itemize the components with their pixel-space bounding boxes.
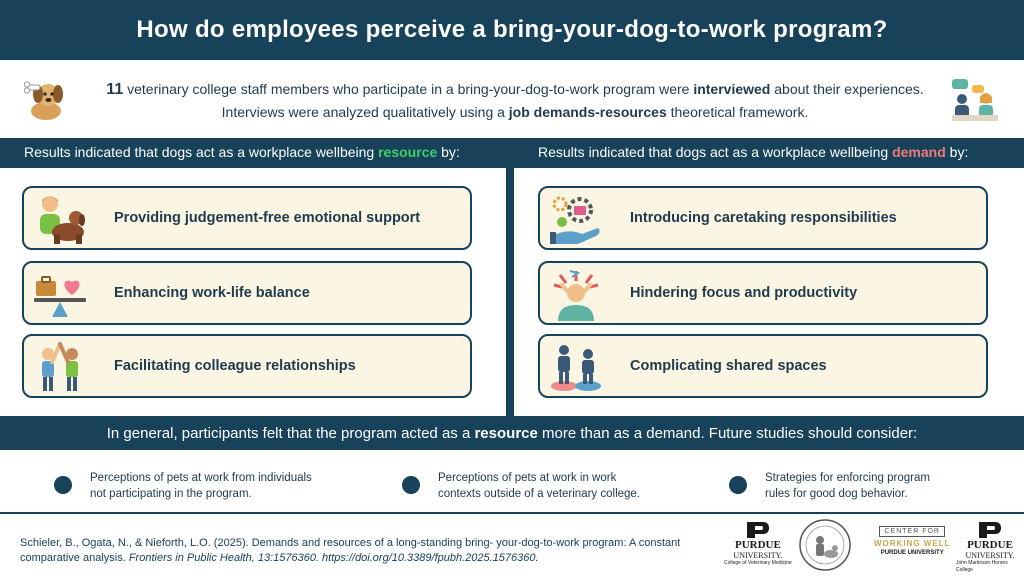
purdue-honors-logo [956, 520, 1024, 574]
resource-heading [24, 144, 460, 160]
title-bar [0, 0, 1024, 60]
demand-card-focus [538, 261, 988, 325]
citation-line2-italic: Frontiers in Public Health, 13:1576360. https://doi.org/10.3389/fpubh.2025.1576360. [128, 552, 539, 564]
person-hugging-dog-icon [32, 192, 88, 246]
conclusion-bold: resource [474, 424, 538, 442]
logo-caption: PURDUE UNIVERSITY [880, 550, 944, 556]
consideration-item [402, 470, 640, 502]
logo-name: CENTER FOR [879, 526, 945, 537]
consideration-line: rules for good dog behavior. [765, 488, 908, 500]
conclusion-bar [0, 416, 1024, 450]
stressed-person-icon [548, 267, 604, 321]
seal-icon [798, 518, 852, 572]
resource-item-label: Facilitating colleague relationships [114, 358, 356, 374]
logo-name: PURDUE [967, 539, 1013, 551]
consideration-text [90, 470, 312, 502]
considerations-section [0, 450, 1024, 512]
intro-line2-b: theoretical framework. [666, 104, 809, 120]
demand-heading [538, 144, 968, 160]
logo-caption: College of Veterinary Medicine [724, 560, 792, 566]
logo-sub: WORKING WELL [874, 539, 951, 548]
resource-item-label: Providing judgement-free emotional support [114, 210, 421, 226]
intro-line1-b: about their experiences. [770, 81, 924, 97]
page-title: How do employees perceive a bring-your-dog-to-work program? [136, 16, 888, 43]
logo-name: PURDUE [734, 539, 781, 551]
logo-sub: UNIVERSITY. [733, 551, 783, 560]
demand-item-label: Introducing caretaking responsibilities [630, 210, 897, 226]
colleagues-high-five-icon [32, 340, 88, 394]
intro-text [80, 78, 950, 123]
logo-sub: UNIVERSITY. [965, 551, 1015, 560]
resource-keyword: resource [378, 144, 438, 160]
citation-line1: Schieler, B., Ogata, N., & Nieforth, L.O. (2025). Demands and resources of a long-standing bring- your-dog-to-work program: A constant [20, 537, 681, 549]
human-animal-bond-seal [798, 518, 852, 572]
center-working-well-logo [874, 526, 950, 556]
demand-item-label: Complicating shared spaces [630, 358, 827, 374]
consideration-item [729, 470, 930, 502]
bullet-dot [402, 476, 420, 494]
consideration-item [54, 470, 312, 502]
purdue-p-icon [977, 520, 1003, 540]
citation-section [0, 512, 1024, 576]
intro-section [0, 60, 1024, 138]
demand-card-shared-spaces [538, 334, 988, 398]
demand-item-label: Hindering focus and productivity [630, 285, 858, 301]
consideration-text [438, 470, 640, 502]
resource-card-emotional-support [22, 186, 472, 250]
participant-count: 11 [106, 81, 124, 98]
two-people-spaces-icon [548, 340, 604, 394]
intro-line2-a: Interviews were analyzed qualitatively using a [221, 104, 509, 120]
purdue-vet-logo [724, 520, 792, 567]
demand-heading-prefix: Results indicated that dogs act as a workplace wellbeing [538, 144, 893, 160]
resource-card-work-life-balance [22, 261, 472, 325]
citation-line2-plain: comparative analysis. [20, 552, 129, 564]
intro-line2-bold: job demands-resources [508, 104, 667, 120]
interview-icon [950, 77, 1000, 123]
logo-caption: John Martinson Honors College [956, 560, 1008, 573]
gear-hand-care-icon [548, 192, 604, 246]
consideration-line: not participating in the program. [90, 488, 252, 500]
intro-line1-a: veterinary college staff members who participate in a bring-your-dog-to-work program were [123, 81, 694, 97]
consideration-line: Strategies for enforcing program [765, 472, 930, 484]
bullet-dot [54, 476, 72, 494]
consideration-text [765, 470, 930, 502]
resource-heading-prefix: Results indicated that dogs act as a workplace wellbeing [24, 144, 379, 160]
intro-line1-bold: interviewed [693, 81, 771, 97]
conclusion-suffix: more than as a demand. Future studies should consider: [537, 424, 918, 442]
conclusion-text [107, 425, 917, 442]
resource-heading-suffix: by: [437, 144, 460, 160]
consideration-line: contexts outside of a veterinary college. [438, 488, 641, 500]
purdue-p-icon [745, 520, 771, 540]
briefcase-heart-balance-icon [32, 267, 88, 321]
dog-icon [22, 77, 68, 123]
demand-card-caretaking [538, 186, 988, 250]
citation-text [20, 536, 710, 566]
consideration-line: Perceptions of pets at work in work [438, 472, 617, 484]
demand-keyword: demand [892, 144, 946, 160]
resource-card-colleague-relationships [22, 334, 472, 398]
consideration-line: Perceptions of pets at work from individuals [90, 472, 312, 484]
resource-item-label: Enhancing work-life balance [114, 285, 310, 301]
conclusion-prefix: In general, participants felt that the program acted as a [106, 424, 475, 442]
demand-heading-suffix: by: [945, 144, 969, 160]
bullet-dot [729, 476, 747, 494]
